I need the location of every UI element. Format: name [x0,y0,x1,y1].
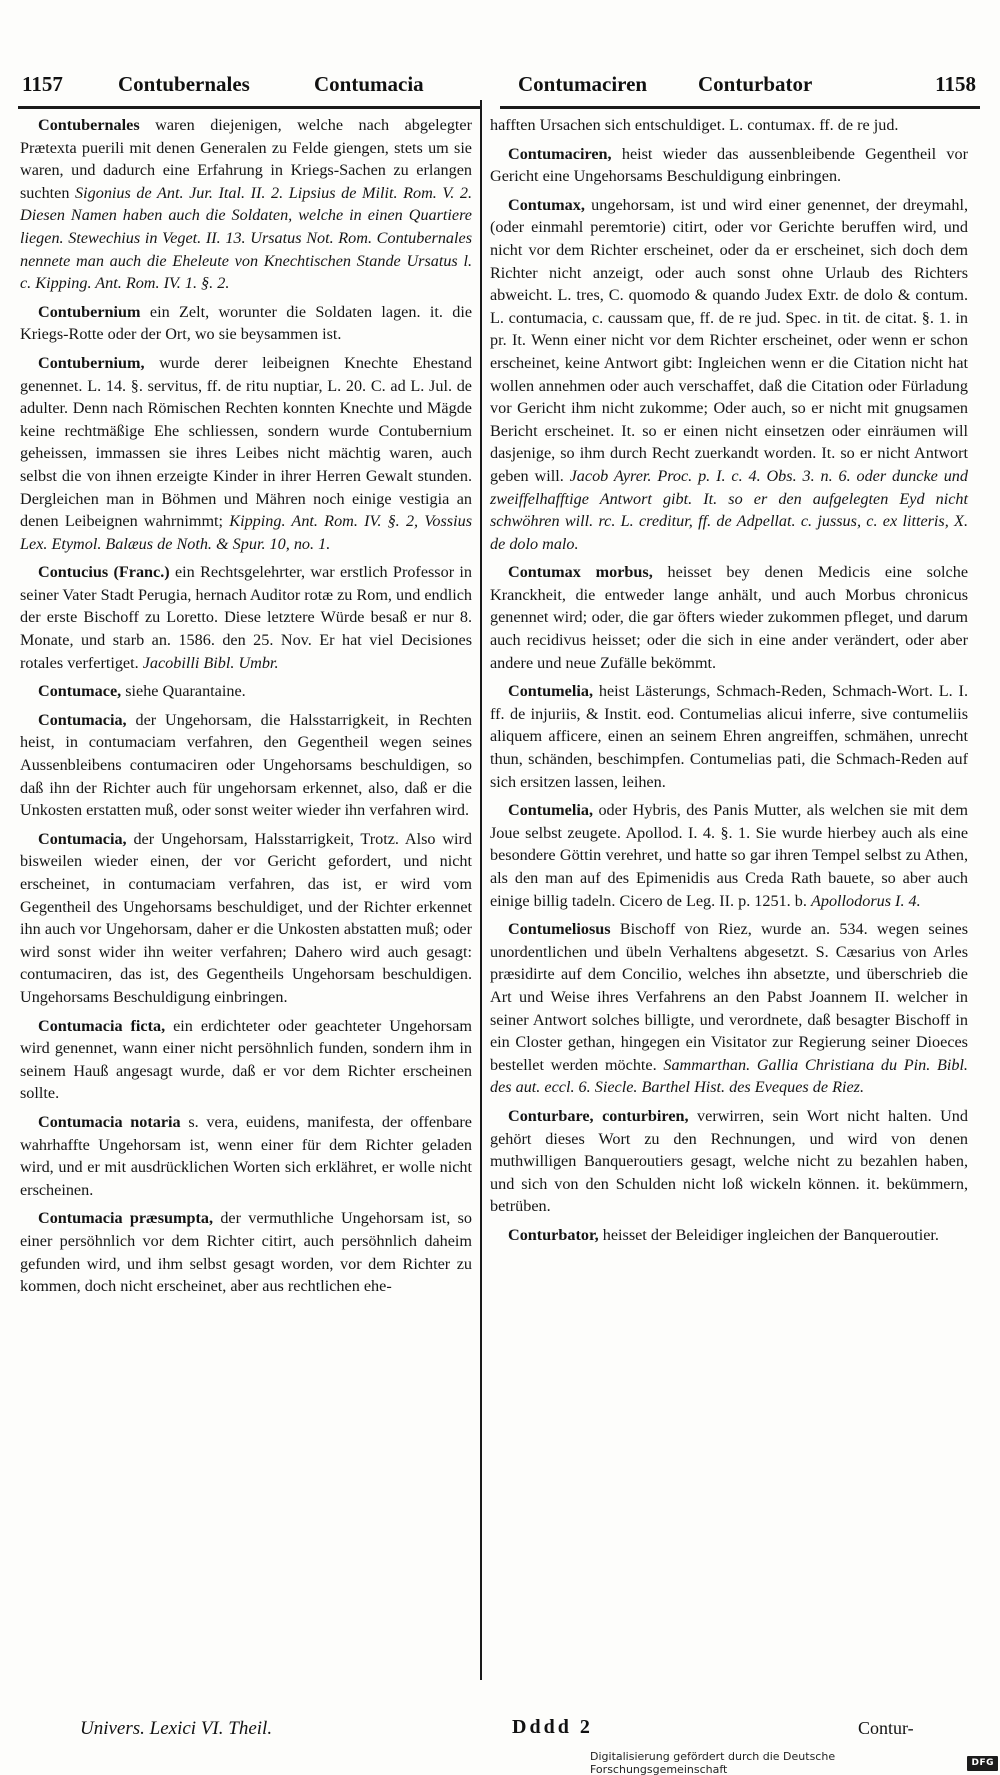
dictionary-entry [490,114,968,137]
entry-text: heisset der Beleidiger ingleichen der Banqueroutier. [602,1225,939,1244]
page-number-left: 1157 [22,72,63,96]
entry-headword: Contumacia notaria [38,1112,181,1131]
credit-text: Digitalisierung gefördert durch die Deutsche Forschungsgemeinschaft [590,1750,836,1775]
entry-headword: Contumacia ficta, [38,1016,166,1035]
entry-text: ein Zelt, worunter die Soldaten lagen. it. die Kriegs-Rotte oder der Ort, wo sie beysammen ist. [20,302,473,344]
dictionary-entry [20,352,472,555]
entry-headword: Contumacia præsumpta, [38,1209,214,1228]
entry-text: verwirren, sein Wort nicht halten. Und gehört dieses Wort zu den Rechnungen, und wird von denen muthwilligen Banqueroutiers gesagt, welche nicht zu bezahlen haben, und sich von den Schulden nicht loß wickeln können. it. bekümmern, betrüben. [490,1106,968,1216]
dictionary-entry [20,680,472,703]
entry-references: Sigonius de Ant. Jur. Ital. II. 2. Lipsius de Milit. Rom. V. 2. Diesen Namen haben auch die Soldaten, welche in einen Quartiere liegen. Stewechius in Veget. II. 13. Ursatus Not. Rom. Contubernales nennete man auch die Eheleute von Knechtischen Stande Ursatus l. c. Kipping. Ant. Rom. IV. 1. §. 2. [20,183,473,293]
dictionary-entry [20,1015,472,1105]
entry-headword: Contucius (Franc.) [38,563,170,582]
dictionary-entry [20,1111,472,1201]
dictionary-entry [490,194,968,556]
sheet-signature-mark: Dddd 2 [512,1716,593,1738]
dictionary-entry [490,561,968,674]
entry-headword: Contubernales [38,116,140,134]
dictionary-entry [20,709,472,822]
entry-text: waren diejenigen, welche nach abgelegter Prætexta puerili mit denen Generalen zu Felde giengen, stets um sie waren, und dadurch eine Erfahrung in Kriegs-Sachen zu erlangen suchten [20,116,473,202]
signature-line: Univers. Lexici VI. Theil. [80,1718,273,1739]
dictionary-entry [20,828,472,1009]
entry-text: der Ungehorsam, Halsstarrigkeit, Trotz. Also wird bisweilen wieder einen, der vor Gericht gefordert, und nicht erscheinet, in contumaciam verfahren, das ist, er wird vom Gegentheil des Ungehorsams beschuldiget, und der Richter erkennet ihn auch vor Ungehorsam, daher er die Unkosten abstatten muß; oder wird sonst wider ihn weiter verfahren; Dahero wird auch gesagt: contumaciren, das ist, des Gegentheils Ungehorsam beschuldigen. Ungehorsams Beschuldigung einbringen. [20,829,472,1006]
entry-headword: Contumace, [38,682,122,701]
entry-headword: Contumacia, [38,710,127,729]
entry-headword: Contumelia, [508,682,593,701]
column-divider [480,100,482,1680]
entry-text: ein Rechtsgelehrter, war erstlich Professor in seiner Vater Stadt Perugia, hernach Auditor rotæ zu Rom, und endlich der erste Bischoff zu Loretto. Diese letztere Würde besaß er nur 8. Monate, und starb an. 1586. den 25. Nov. Er hat viel Decisiones rotales verfertiget. [20,563,472,672]
entry-headword: Contumax morbus, [508,563,653,582]
entry-text: ein erdichteter oder geachteter Ungehorsam wird genennet, wann einer nicht persöhnlich funden, sondern ihm in seinem Hauß angesagt wurde, daß er vor dem Richter erscheinen sollte. [20,1016,472,1103]
entry-text: heist Lästerungs, Schmach-Reden, Schmach-Wort. L. I. ff. de injuriis, & Instit. eod. Contumelias alicui inferre, sive contumeliis aliquem afficere, einen an seinem Ehren angreiffen, schmähen, unrecht thun, schänden, beschimpfen. Contumelias pati, die Schmach-Reden auf sich ersitzen lassen, leihen. [490,682,968,791]
dfg-logo: DFG [967,1756,998,1771]
dictionary-entry [490,799,968,912]
catchword: Contur- [858,1718,914,1738]
entry-text: der vermuthliche Ungehorsam ist, so einer persöhnlich vor dem Richter citirt, auch persöhnlich daheim gefunden wird, und ihm selbst gesagt worden, vor dem Richter zu kommen, doch nicht erscheinet, aber aus rechtlichen ehe- [20,1209,473,1296]
dictionary-entry [490,680,968,793]
entry-text: Bischoff von Riez, wurde an. 534. wegen seines unordentlichen und übeln Verhaltens abgesetzt. S. Cæsarius von Arles præsidirte auf dem Concilio, welches ihn absetzte, und überschrieb die Art und Weise ihres Verfahrens an den Pabst Joannem II. welcher in seiner Antwort solches billigte, und verordnete, daß besagter Bischoff in ein Closter gethan, hingegen ein Visitator zur Regierung seiner Dioeces bestellet werden möchte. [490,920,968,1074]
entry-headword: Contubernium [38,302,141,321]
entry-headword: Contumaciren, [508,144,612,163]
entry-text: hafften Ursachen sich entschuldiget. L. contumax. ff. de re jud. [490,116,899,134]
dictionary-entry [490,1105,968,1218]
page-number-right: 1158 [935,72,976,96]
entry-text: siehe Quarantaine. [125,682,246,701]
right-column [490,114,968,1253]
entry-references: Jacob Ayrer. Proc. p. I. c. 4. Obs. 3. n. 6. oder duncke und zweiffelhafftige Antwort gibt. It. so er den aufgelegten Eyd nicht schwöhren will. rc. L. creditur, ff. de Adpellat. c. jussus, c. ex litteris, X. de dolo malo. [490,466,968,553]
entry-references: Jacobilli Bibl. Umbr. [142,653,279,672]
header-rule [18,106,480,109]
running-head-keyword: Contumaciren [518,72,648,96]
dictionary-entry [490,1224,968,1247]
entry-headword: Contumax, [508,195,585,214]
entry-references: Apollodorus I. 4. [810,891,921,910]
entry-text: ungehorsam, ist und wird einer genennet, der dreymahl, (oder einmahl peremtorie) citirt, oder vor Gerichte beruffen wird, und nicht vor dem Richter erscheinet, oder da er erscheinet, sich doch dem Richter nicht anzeigt, oder auch sonst ohne Urlaub des Richters abweicht. L. tres, C. quomodo & quando Judex Extr. de dolo & contum. L. contumacia, c. caussam que, ff. de re jud. Spec. in tit. de citat. §. 1. in pr. It. Wenn einer nicht vor dem Richter erscheinet, oder wenn er schon erscheinet, keine Antwort gibt: Ingleichen wenn er die Citation nicht hat wollen annehmen oder auch verschaffet, daß die Citation oder Fürladung vor Gericht ihm nicht zukomme; Oder auch, so er nicht mit gnugsamen Bericht erscheinet. It. so er einen nicht einsetzen oder einräumen will dasjenige, so ihm durch Recht zuerkandt worden. It. so er nicht Antwort geben will. [490,195,968,485]
dictionary-entry [20,114,472,295]
running-head-keyword: Conturbator [698,72,813,96]
dictionary-entry [20,561,472,674]
entry-headword: Contumelia, [508,801,593,820]
entry-headword: Contubernium, [38,353,145,372]
dictionary-entry [20,1207,472,1297]
dictionary-entry [490,918,968,1099]
entry-text: oder Hybris, des Panis Mutter, als welchen sie mit dem Joue selbst zeugete. Apollod. I. 4. §. 1. Sie wurde hierbey auch als eine besondere Göttin verehret, und hatte so gar ihren Tempel selbst zu Athen, als den man auf des Epimenidis aus Creda Rath bauete, so aber auch einige billig tadeln. Cicero de Leg. II. p. 1251. b. [490,801,968,910]
running-head-left [18,66,480,106]
entry-headword: Conturbator, [508,1225,599,1244]
dictionary-entry [490,143,968,188]
header-rule [500,106,980,109]
entry-references: Kipping. Ant. Rom. IV. §. 2, Vossius Lex. Etymol. Balæus de Noth. & Spur. 10, no. 1. [20,512,472,553]
entry-headword: Contumeliosus [508,920,611,939]
entry-headword: Conturbare, conturbiren, [508,1106,689,1125]
digitization-credit [590,1750,998,1775]
left-column [20,114,472,1304]
entry-headword: Contumacia, [38,829,127,848]
entry-text: s. vera, euidens, manifesta, der offenbare wahrhaffte Ungehorsam ist, wenn einer für dem Richter geladen wird, und er mit ausdrücklichen Worten sich erklähret, er wolle nicht erscheinen. [20,1112,472,1199]
entry-text: heisset bey denen Medicis eine solche Kranckheit, die entweder lange anhält, und auch Morbus chronicus genennet wird; oder, die gar öfters wieder zukommen pfleget, und darum auch recidivus heisset; oder die sich in eine ander verändert, oder aber andere und neue Zufälle bekömmt. [490,563,969,672]
dictionary-entry [20,301,472,346]
entry-references: Sammarthan. Gallia Christiana du Pin. Bibl. des aut. eccl. 6. Siecle. Barthel Hist. des Eveques de Riez. [490,1055,968,1097]
running-head-keyword: Contubernales [118,72,250,96]
entry-text: der Ungehorsam, die Halsstarrigkeit, in Rechten heist, in contumaciam verfahren, den Gegentheil wegen seines Aussenbleibens contumaciren oder Ungehorsams beschuldigen, so daß ihn der Richter auch für ungehorsam erkennet, also, daß er die Unkosten erstatten muß, oder sonst weiter wieder ihn verfahren wird. [20,710,472,820]
running-head-right [508,66,980,106]
entry-text: wurde derer leibeignen Knechte Ehestand genennet. L. 14. §. servitus, ff. de ritu nuptiar, L. 20. C. ad L. Jul. de adulter. Denn nach Römischen Rechten konnten Knechte und Mägde keine rechtmäßige Ehe schliessen, sondern wurde Contubernium geheissen, immassen sie ihres Leibes nicht mächtig waren, auch selbst die von ihnen erzeigte Kinder in ihrer Herren Gewalt stunden. Dergleichen man in Böhmen und Mähren noch einige vestigia an denen Leibeignen wahrnimmt; [20,353,472,531]
entry-text: heist wieder das aussenbleibende Gegentheil vor Gericht eine Ungehorsams Beschuldigung einbringen. [490,144,969,186]
running-head-keyword: Contumacia [314,72,424,96]
